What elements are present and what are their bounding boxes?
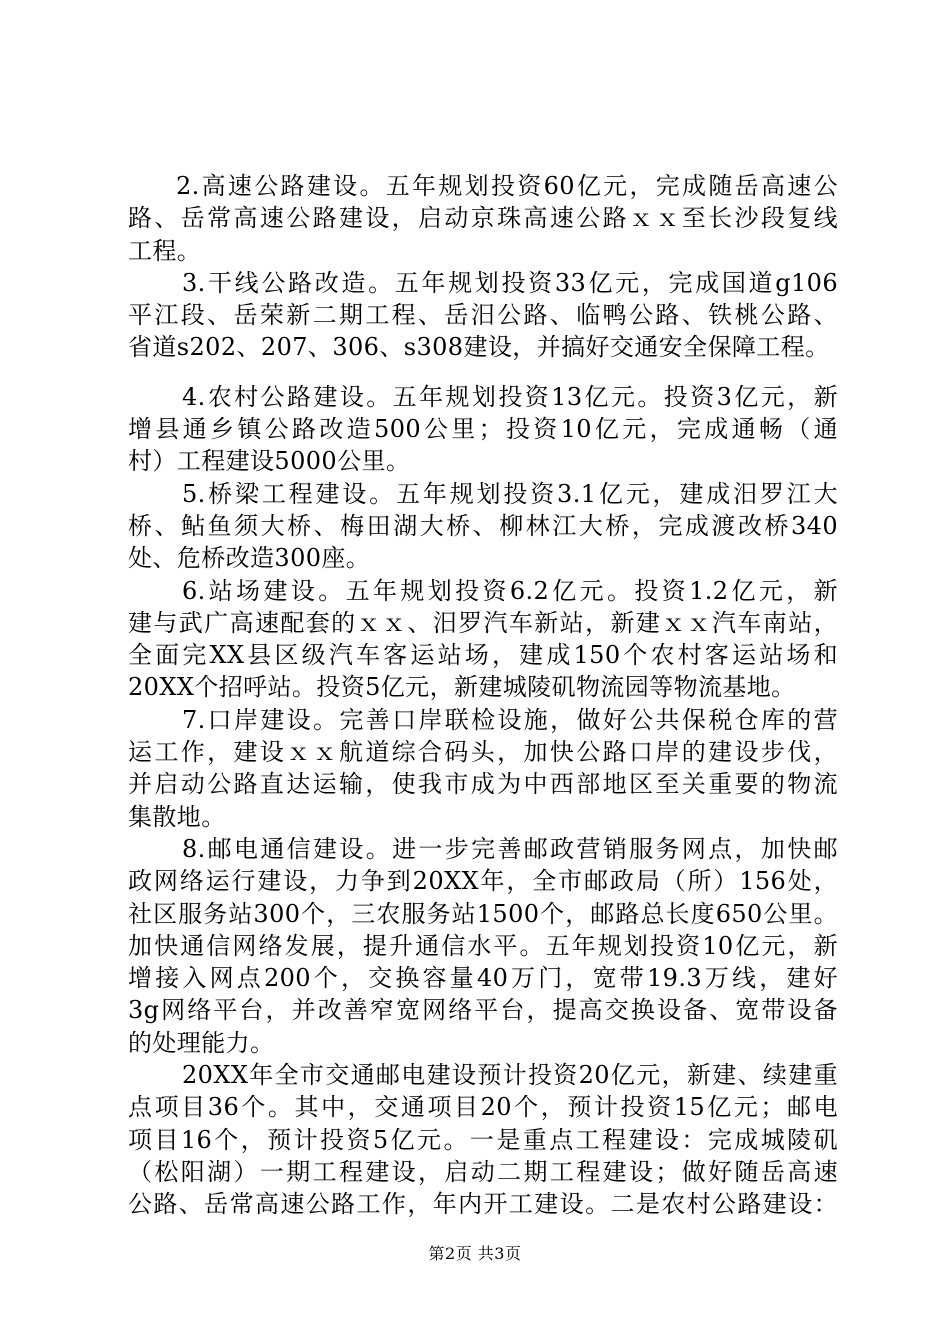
text-line: 省道s202、207、306、s308建设，并搞好交通安全保障工程。 <box>128 333 830 362</box>
text-line: 并启动公路直达运输，使我市成为中西部地区至关重要的物流 <box>128 770 838 799</box>
text-line: 公路、岳常高速公路工作，年内开工建设。二是农村公路建设： <box>128 1190 838 1219</box>
page-footer: 第2页 共3页 <box>428 1244 522 1263</box>
text-line: 20XX年全市交通邮电建设预计投资20亿元，新建、续建重 <box>182 1061 838 1090</box>
text-line: 路、岳常高速公路建设，启动京珠高速公路ｘｘ至长沙段复线 <box>128 204 838 233</box>
text-line: （松阳湖）一期工程建设，启动二期工程建设；做好随岳高速 <box>128 1157 838 1186</box>
text-line: 增接入网点200个，交换容量40万门，宽带19.3万线，建好 <box>128 964 838 993</box>
text-line: 项目16个，预计投资5亿元。一是重点工程建设：完成城陵矶 <box>128 1125 838 1154</box>
text-line: 工程。 <box>128 236 202 265</box>
text-line: 全面完XX县区级汽车客运站场，建成150个农村客运站场和 <box>128 641 838 670</box>
paragraph-gap <box>128 364 838 381</box>
text-line: 的处理能力。 <box>128 1028 275 1057</box>
text-line: 加快通信网络发展，提升通信水平。五年规划投资10亿元，新 <box>128 931 838 960</box>
text-line: 7.口岸建设。完善口岸联检设施，做好公共保税仓库的营 <box>182 705 838 734</box>
text-line: 处、危桥改造300座。 <box>128 544 371 573</box>
text-line: 20XX个招呼站。投资5亿元，新建城陵矶物流园等物流基地。 <box>128 673 796 702</box>
text-line: 集散地。 <box>128 802 226 831</box>
text-line: 平江段、岳荣新二期工程、岳汨公路、临鸭公路、铁桃公路、 <box>128 301 838 330</box>
text-line: 社区服务站300个，三农服务站1500个，邮路总长度650公里。 <box>128 899 838 928</box>
document-body <box>128 170 838 1221</box>
text-line: 桥、鲇鱼须大桥、梅田湖大桥、柳林江大桥，完成渡改桥340 <box>128 511 838 540</box>
text-line: 村）工程建设5000公里。 <box>128 447 411 476</box>
text-line: 3.干线公路改造。五年规划投资33亿元，完成国道g106 <box>182 268 838 297</box>
text-line: 点项目36个。其中，交通项目20个，预计投资15亿元；邮电 <box>128 1093 838 1122</box>
text-line: 增县通乡镇公路改造500公里；投资10亿元，完成通畅（通 <box>128 415 838 444</box>
text-line: 运工作，建设ｘｘ航道综合码头，加快公路口岸的建设步伐， <box>128 738 838 767</box>
text-line: 8.邮电通信建设。进一步完善邮政营销服务网点，加快邮 <box>182 834 838 863</box>
text-line: 6.站场建设。五年规划投资6.2亿元。投资1.2亿元，新 <box>182 576 838 605</box>
text-line: 建与武广高速配套的ｘｘ、汨罗汽车新站，新建ｘｘ汽车南站， <box>128 608 838 637</box>
text-line: 3g网络平台，并改善窄宽网络平台，提高交换设备、宽带设备 <box>128 996 838 1025</box>
text-line: 4.农村公路建设。五年规划投资13亿元。投资3亿元，新 <box>182 382 838 411</box>
text-line: 2.高速公路建设。五年规划投资60亿元，完成随岳高速公 <box>176 172 838 200</box>
text-line: 5.桥梁工程建设。五年规划投资3.1亿元，建成汨罗江大 <box>182 479 838 508</box>
text-line: 政网络运行建设，力争到20XX年，全市邮政局（所）156处， <box>128 867 838 896</box>
